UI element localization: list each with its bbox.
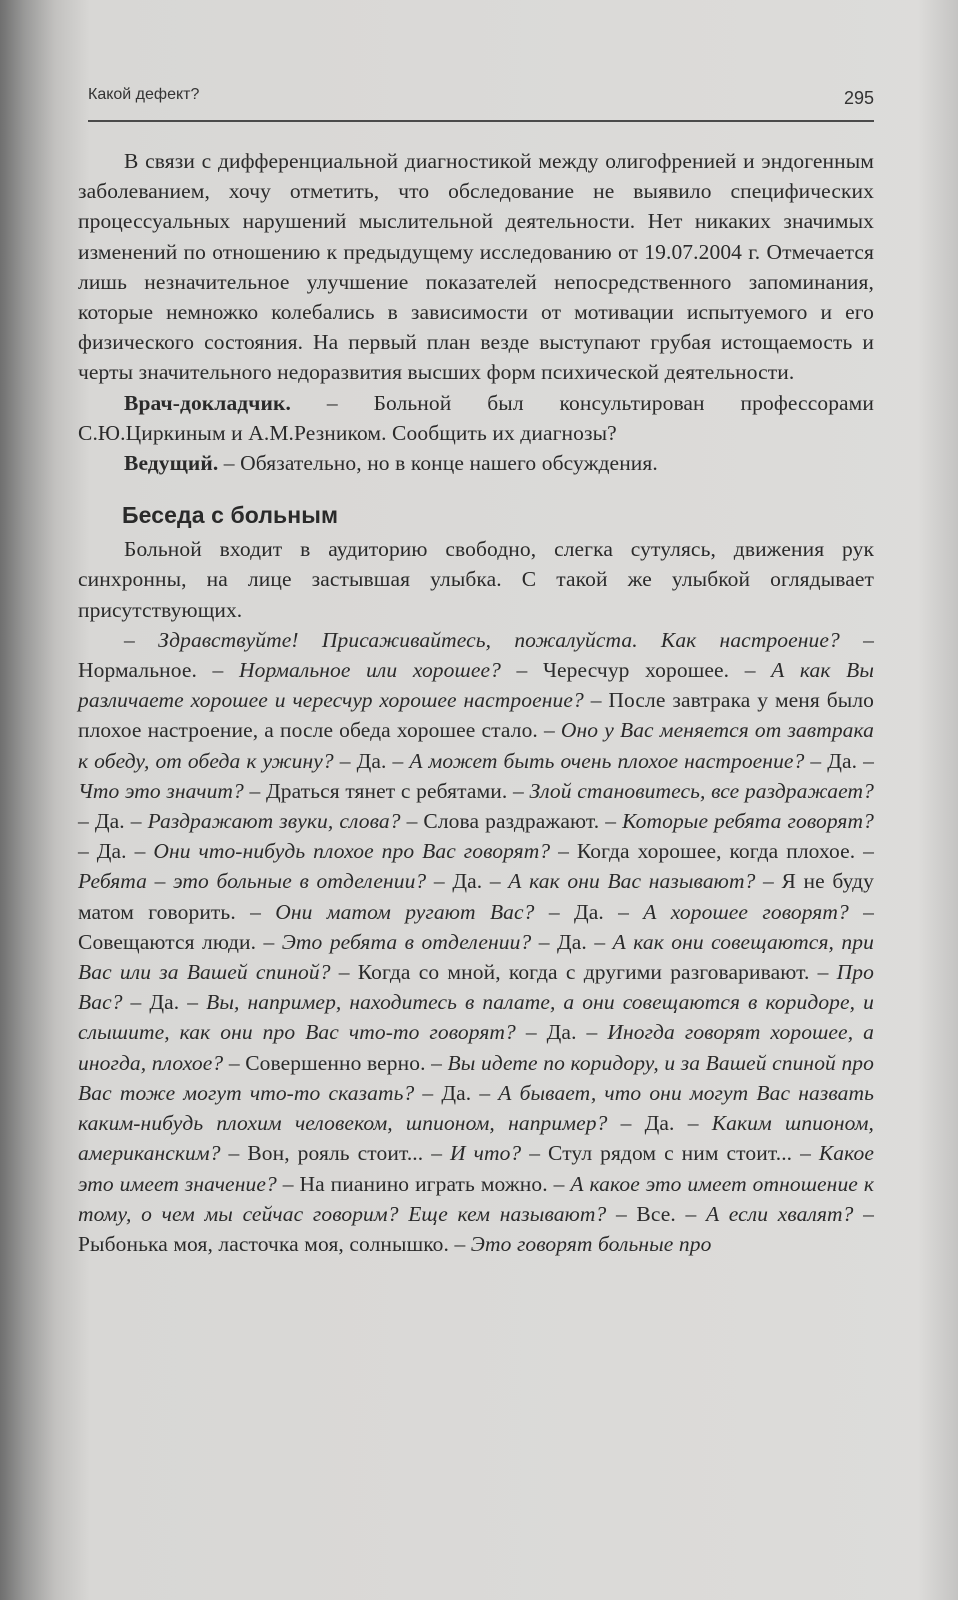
patient-answer: – После завтрака у меня было плохое настроение, а после обеда хорошее стало. bbox=[78, 688, 874, 743]
interview-dialog bbox=[78, 625, 874, 1259]
patient-answer: – Нормальное. bbox=[78, 627, 874, 683]
paragraph-reporting-doctor bbox=[78, 388, 874, 448]
patient-answer: – Да. bbox=[78, 809, 131, 834]
doctor-question: – А как они совещаются, при Вас или за Вашей спиной? bbox=[78, 929, 874, 985]
patient-answer: – Да. bbox=[414, 1080, 480, 1105]
body-text bbox=[78, 146, 874, 1259]
doctor-question: – Каким шпионом, американским? bbox=[78, 1111, 874, 1166]
running-head: Какой дефект? bbox=[88, 86, 200, 103]
doctor-question: – Вы идете по коридору, и за Вашей спиной про Вас тоже могут что-то сказать? bbox=[78, 1050, 874, 1105]
speaker-label: Врач-докладчик. bbox=[124, 390, 291, 415]
doctor-question: – А как Вы различаете хорошее и чересчур хорошее настроение? bbox=[78, 658, 875, 713]
patient-answer: – Чересчур хорошее. bbox=[500, 658, 745, 683]
patient-answer: – Да. bbox=[122, 990, 188, 1015]
patient-answer: – Да. bbox=[534, 899, 619, 924]
doctor-question: – Нормальное или хорошее? bbox=[212, 658, 501, 683]
page-header bbox=[88, 86, 874, 122]
doctor-question: – Оно у Вас меняется от завтрака к обеду, от обеда к ужину? bbox=[78, 718, 875, 773]
patient-answer: – Я не буду матом говорить. bbox=[78, 869, 874, 924]
doctor-question: – А как они Вас называют? bbox=[489, 869, 756, 894]
doctor-question: – Это ребята в отделении? bbox=[263, 929, 532, 954]
patient-answer: – Да. bbox=[426, 869, 490, 894]
doctor-question: – А хорошее говорят? bbox=[618, 899, 849, 924]
doctor-question: – Они матом ругают Вас? bbox=[250, 899, 535, 924]
doctor-question: – Что это значит? bbox=[78, 748, 874, 803]
doctor-question: – Про Вас? bbox=[78, 960, 875, 1015]
patient-answer: – Все. bbox=[606, 1201, 686, 1226]
patient-answer: – Когда со мной, когда с другими разговаривают. bbox=[330, 960, 818, 985]
page-edge-shadow bbox=[918, 0, 958, 1600]
doctor-question: – А если хвалят? bbox=[685, 1201, 854, 1226]
patient-answer: – На пианино играть можно. bbox=[276, 1171, 554, 1196]
speaker-text: – Обязательно, но в конце нашего обсуждения. bbox=[218, 451, 658, 476]
patient-answer: – Да. bbox=[333, 748, 393, 773]
doctor-question: – Они что-нибудь плохое про Вас говорят? bbox=[134, 839, 551, 864]
patient-answer: – Да. bbox=[607, 1111, 688, 1136]
paragraph-patient-entry: Больной входит в аудиторию свободно, слегка сутулясь, движения рук синхронны, на лице застывшая улыбка. С такой же улыбкой оглядывает присутствующих. bbox=[78, 537, 874, 622]
doctor-question: – Злой становитесь, все раздражает? bbox=[512, 778, 874, 803]
patient-answer: – Совершенно верно. bbox=[223, 1050, 432, 1075]
doctor-question: – Это говорят больные про bbox=[454, 1231, 712, 1256]
speaker-label: Ведущий. bbox=[124, 451, 219, 476]
patient-answer: – Слова раздражают. bbox=[400, 809, 606, 834]
doctor-question: – А бывает, что они могут Вас назвать каким-нибудь плохим человеком, шпионом, например? bbox=[78, 1080, 874, 1136]
section-title: Беседа с больным bbox=[122, 502, 339, 529]
paragraph-moderator bbox=[78, 448, 874, 478]
page-number: 295 bbox=[843, 88, 874, 108]
patient-answer: – Да. bbox=[78, 839, 135, 864]
speaker-text: – Больной был консультирован профессорами С.Ю.Циркиным и А.М.Резником. Сообщить их диагнозы? bbox=[78, 390, 874, 445]
patient-answer: – Драться тянет с ребятами. bbox=[243, 778, 513, 803]
patient-answer: – Да. bbox=[804, 748, 864, 773]
doctor-question: – Какое это имеет значение? bbox=[78, 1141, 874, 1196]
patient-answer: – Да. bbox=[515, 1020, 587, 1045]
doctor-question: – Раздражают звуки, слова? bbox=[130, 809, 401, 834]
doctor-question: – Которые ребята говорят? bbox=[605, 809, 875, 834]
doctor-question: – Ребята – это больные в отделении? bbox=[78, 839, 875, 894]
doctor-question: – А какое это имеет отношение к тому, о чем мы сейчас говорим? Еще кем называют? bbox=[78, 1171, 874, 1226]
doctor-question: – И что? bbox=[431, 1141, 522, 1166]
patient-answer: – Да. bbox=[531, 929, 595, 954]
doctor-question: – А может быть очень плохое настроение? bbox=[392, 748, 805, 773]
doctor-question: – Здравствуйте! Присаживайтесь, пожалуйста. Как настроение? bbox=[124, 627, 840, 652]
doctor-question: – Иногда говорят хорошее, а иногда, плохое? bbox=[78, 1020, 874, 1075]
patient-answer: – Стул рядом с ним стоит... bbox=[521, 1141, 801, 1166]
patient-answer: – Когда хорошее, когда плохое. bbox=[550, 839, 864, 864]
patient-answer: – Рыбонька моя, ласточка моя, солнышко. bbox=[78, 1201, 875, 1256]
patient-answer: – Совещаются люди. bbox=[78, 899, 874, 954]
patient-answer: – Вон, рояль стоит... bbox=[220, 1141, 432, 1166]
doctor-question: – Вы, например, находитесь в палате, а они совещаются в коридоре, и слышите, как они про Вас что-то говорят? bbox=[78, 990, 874, 1045]
paragraph-psych-conclusion: В связи с дифференциальной диагностикой между олигофренией и эндогенным заболеванием, хочу отметить, что обследование не выявило специфических процессуальных нарушений мыслительной деятельности. Нет никаких значимых изменений по отношению к предыдущему исследованию от 19.07.2004 г. Отмечается лишь незначительное улучшение показателей непосредственного запоминания, которые немножко колебались в зависимости от мотивации испытуемого и его физического состояния. На первый план везде выступают грубая истощаемость и черты значительного недоразвития высших форм психической деятельности. bbox=[78, 149, 874, 385]
